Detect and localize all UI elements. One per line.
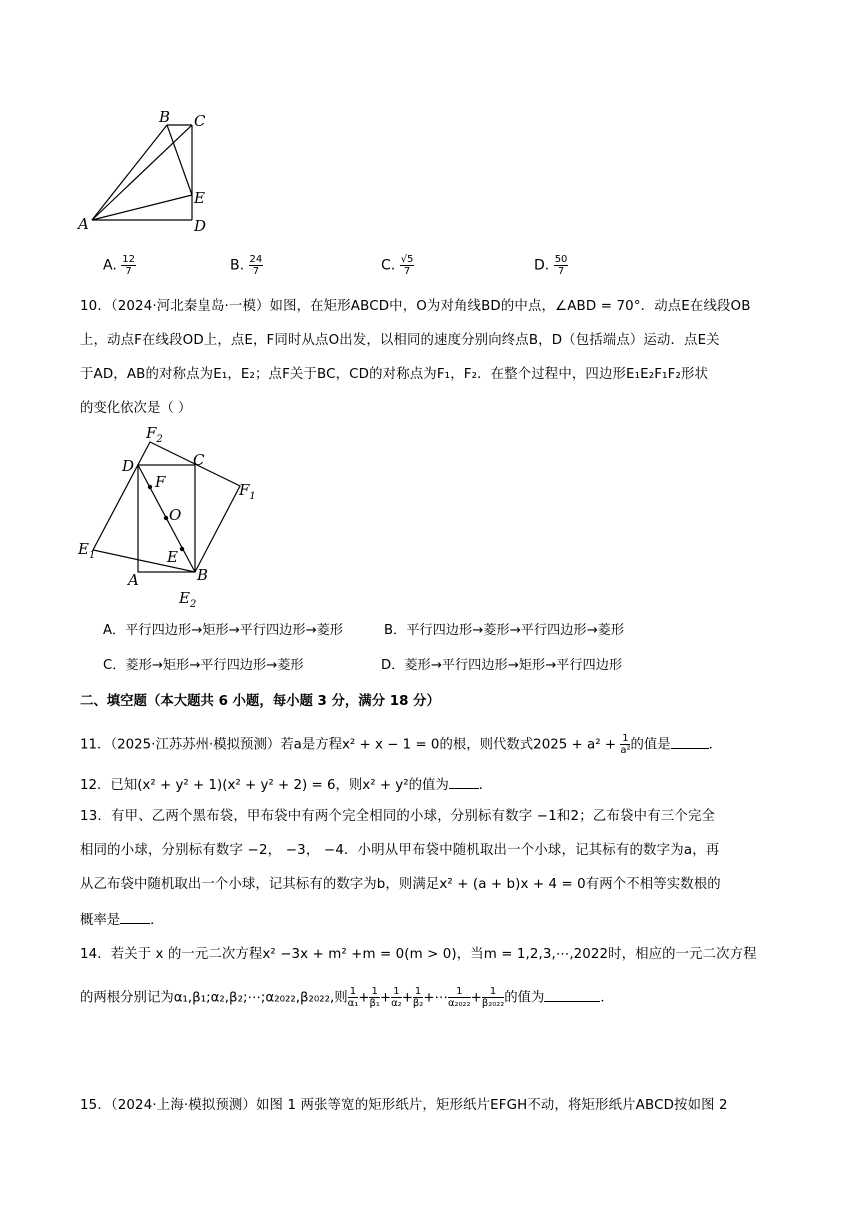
- q14-frac-num: 1: [369, 986, 379, 998]
- q14-line-2-text: 的两根分别记为α₁,β₁;α₂,β₂;⋯;α₂₀₂₂,β₂₀₂₂,则: [80, 990, 348, 1006]
- q14-frac-num: 1: [391, 986, 402, 998]
- fig2-point-f: [148, 485, 152, 489]
- q14-answer-blank[interactable]: [544, 987, 600, 1002]
- q9-option-denominator: 7: [125, 266, 132, 277]
- q11: [80, 733, 722, 756]
- q9-option-d[interactable]: [534, 254, 568, 277]
- q14-plus: +: [358, 990, 370, 1006]
- q14-text-b: 的值为: [504, 990, 545, 1006]
- fig2-label-d: D: [122, 457, 135, 475]
- q10-option-b[interactable]: B．平行四边形→菱形→平行四边形→菱形: [384, 623, 625, 638]
- q12-text: 12．已知(x² + y² + 1)(x² + y² + 2) = 6，则x² + y²的值为: [80, 778, 449, 793]
- q14-line-1: 14．若关于 x 的一元二次方程x² −3x + m² +m = 0(m > 0)，当m = 1,2,3,⋯,2022时，相应的一元二次方程: [80, 947, 757, 962]
- fig2-label-o: O: [169, 506, 182, 524]
- q14-frac-den: α₂: [391, 998, 402, 1009]
- q11-answer-blank[interactable]: [671, 734, 709, 749]
- q14-line-2: [80, 986, 614, 1009]
- fig2-label-a: A: [128, 571, 139, 589]
- q14-plus: +: [470, 990, 482, 1006]
- q12-answer-blank[interactable]: [449, 774, 479, 789]
- fig1-label-e: E: [194, 189, 205, 207]
- q14-frac-den: β₂: [412, 998, 424, 1009]
- q14-frac-num: 1: [448, 986, 471, 998]
- q13-end: ．: [150, 913, 164, 928]
- q12-end: ．: [478, 778, 493, 793]
- q13-line-4: [80, 909, 164, 931]
- fig2-label-b: B: [197, 566, 209, 584]
- q10-line-1: 10．（2024·河北秦皇岛·一模）如图，在矩形ABCD中，O为对角线BD的中点，∠ABD = 70°．动点E在线段OB: [80, 299, 751, 314]
- q9-option-numerator: 12: [122, 254, 135, 265]
- q13-line-4-text: 概率是: [80, 913, 121, 928]
- q14-frac-den: β₂₀₂₂: [481, 998, 505, 1009]
- q10-line-4: 的变化依次是（ ）: [80, 401, 192, 416]
- q13-line-3: 从乙布袋中随机取出一个小球，记其标有的数字为b，则满足x² + (a + b)x + 4 = 0有两个不相等实数根的: [80, 877, 721, 892]
- q10-line-2: 上，动点F在线段OD上，点E，F同时从点O出发，以相同的速度分别向终点B，D（包括端点）运动．点E关: [80, 333, 720, 348]
- q9-option-denominator: 7: [557, 266, 565, 277]
- section-2-heading: 二、填空题（本大题共 6 小题，每小题 3 分，满分 18 分）: [80, 694, 440, 709]
- q14-frac-den: β₁: [369, 998, 380, 1009]
- q9-option-a[interactable]: [103, 254, 136, 277]
- q13-line-2: 相同的小球，分别标有数字 −2， −3， −4．小明从甲布袋中随机取出一个小球，记其标有的数字为a，再: [80, 843, 720, 858]
- q14-plus: +: [423, 990, 435, 1006]
- q9-option-letter: C.: [381, 257, 396, 274]
- figure-2-diagram: [75, 425, 275, 615]
- q10-line-3: 于AD，AB的对称点为E₁，E₂；点F关于BC，CD的对称点为F₁，F₂．在整个过程中，四边形E₁E₂F₁F₂形状: [80, 367, 709, 382]
- q9-option-b[interactable]: [230, 254, 263, 277]
- q14-dots: ⋯: [434, 990, 448, 1006]
- q14-plus: +: [401, 990, 413, 1006]
- q14-frac-den: α₂₀₂₂: [447, 998, 471, 1009]
- q14-frac-num: 1: [482, 986, 504, 998]
- q14-frac-den: α₁: [347, 998, 359, 1009]
- q13-line-1: 13．有甲、乙两个黑布袋，甲布袋中有两个完全相同的小球，分别标有数字 −1和2；乙布袋中有三个完全: [80, 809, 716, 824]
- q14-frac-num: 1: [348, 986, 359, 998]
- fig2-label-e1: $E_1$: [78, 540, 96, 561]
- q9-option-c[interactable]: [381, 254, 414, 277]
- q14-frac-num: 1: [413, 986, 423, 998]
- q10-option-c[interactable]: C．菱形→矩形→平行四边形→菱形: [103, 658, 304, 673]
- q10-option-d[interactable]: D．菱形→平行四边形→矩形→平行四边形: [381, 658, 623, 673]
- q9-option-denominator: 7: [403, 266, 411, 277]
- q9-option-numerator: √5: [400, 254, 414, 265]
- fig1-label-c: C: [194, 112, 206, 130]
- q11-frac-den: a²: [620, 745, 631, 756]
- fig1-label-b: B: [159, 108, 171, 126]
- fig2-point-o: [164, 516, 168, 520]
- fig2-label-f: F: [155, 473, 166, 491]
- fig2-label-e2: $E_2$: [179, 589, 197, 610]
- q9-option-letter: D.: [534, 257, 550, 274]
- fig1-label-a: A: [78, 215, 89, 233]
- fig2-label-e: E: [167, 548, 178, 566]
- q15-line-1: 15．（2024·上海·模拟预测）如图 1 两张等宽的矩形纸片，矩形纸片EFGH不动，将矩形纸片ABCD按如图 2: [80, 1098, 728, 1113]
- q13-answer-blank[interactable]: [120, 909, 150, 924]
- q11-text-a: 11．（2025·江苏苏州·模拟预测）若a是方程x² + x − 1 = 0的根，则代数式2025 + a² +: [80, 737, 621, 753]
- fig2-point-e: [180, 547, 184, 551]
- fig2-label-f1: $F_1$: [239, 481, 256, 502]
- figure-1-diagram: [75, 105, 225, 235]
- q14-plus: +: [379, 990, 392, 1006]
- q9-option-denominator: 7: [252, 266, 260, 277]
- q12: [80, 774, 492, 796]
- fig2-label-c: C: [193, 451, 205, 469]
- q11-frac-num: 1: [622, 733, 629, 744]
- q14-end: ．: [600, 990, 614, 1006]
- q9-option-letter: A.: [103, 257, 117, 274]
- q9-option-letter: B.: [230, 257, 245, 274]
- fig1-label-d: D: [194, 217, 207, 235]
- q11-end: ．: [708, 737, 723, 753]
- q9-option-numerator: 50: [554, 254, 568, 265]
- fig2-label-f2: $F_2$: [146, 425, 163, 445]
- q11-text-b: 的值是: [630, 737, 671, 753]
- q9-option-numerator: 24: [249, 254, 263, 265]
- q10-option-a[interactable]: A．平行四边形→矩形→平行四边形→菱形: [103, 623, 343, 638]
